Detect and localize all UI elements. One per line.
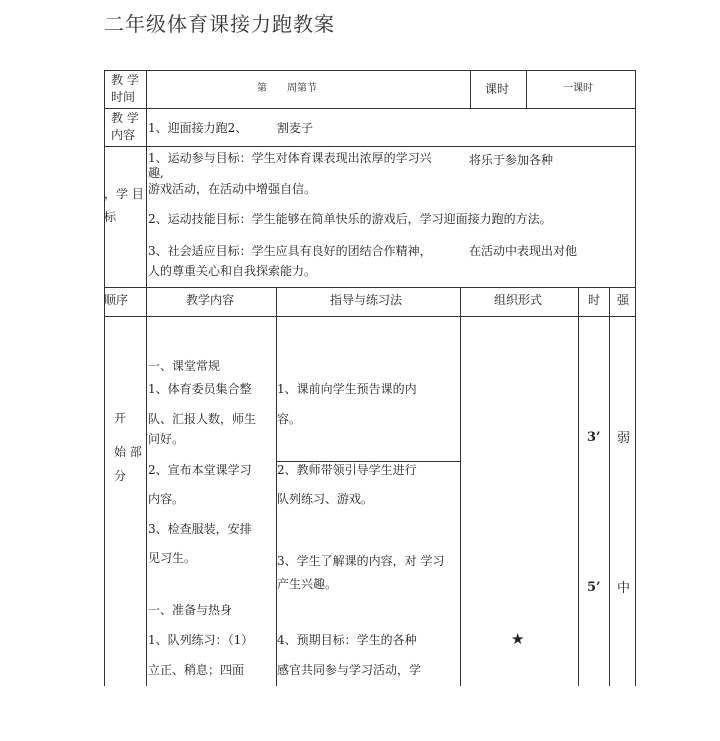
section-name: 始 部 (114, 445, 142, 459)
time-label: 教 学 (111, 73, 139, 87)
section-name: 开 (114, 411, 127, 425)
column-header-order: 顺序 (104, 293, 129, 307)
goal-text: 人的尊重关心和自我探索能力。 (148, 264, 317, 278)
content-line: 1、体育委员集合整 (148, 382, 252, 396)
content-label: 教 学 (111, 111, 139, 125)
method-line: 4、预期目标：学生的各种 (277, 633, 417, 647)
time-label: 时间 (111, 90, 136, 104)
method-line: 1、课前向学生预告课的内 (277, 382, 417, 396)
content-line: 3、检查服装，安排 (148, 522, 252, 536)
section-name: 分 (114, 469, 127, 483)
table-row-divider (104, 287, 635, 288)
table-border-left (104, 70, 105, 686)
intensity-value: 中 (617, 581, 631, 596)
time-value: 5’ (587, 580, 601, 595)
page-title: 二年级体育课接力跑教案 (104, 12, 335, 36)
method-line: 队列练习、游戏。 (277, 492, 374, 506)
goal-text: 2、运动技能目标：学生能够在简单快乐的游戏后，学习迎面接力跑的方法。 (148, 212, 552, 226)
goal-text: 游戏活动，在活动中增强自信。 (148, 182, 317, 196)
content-line: 一、课堂常规 (148, 359, 221, 373)
content-line: 立正、稍息；四面 (148, 663, 245, 677)
method-line: 3、学生了解课的内容，对 学习 (277, 554, 445, 568)
table-col-divider (460, 287, 461, 686)
table-col-divider (276, 287, 277, 686)
table-col-divider (526, 70, 527, 108)
goal-label: ，学 目 (104, 187, 144, 201)
table-col-divider (146, 70, 147, 686)
content-line: 问好。 (148, 432, 185, 446)
content-value: 1、迎面接力跑2、 (148, 121, 248, 135)
content-line: 内容。 (148, 492, 185, 506)
column-header-intensity: 强 (617, 293, 630, 307)
table-col-divider (578, 287, 579, 686)
table-row-divider (104, 146, 635, 147)
period-label: 课时 (485, 82, 510, 96)
content-line: 一、准备与热身 (148, 603, 233, 617)
column-header-content: 教学内容 (186, 293, 235, 307)
content-label: 内容 (111, 128, 136, 142)
period-value: 一课时 (563, 83, 593, 94)
goal-text: 3、社会适应目标：学生应具有良好的团结合作精神， (148, 244, 432, 258)
method-line: 感官共同参与学习活动，学 (277, 663, 422, 677)
goal-text: 1、运动参与目标：学生对体育课表现出浓厚的学习兴 (148, 151, 432, 165)
table-border-top (104, 70, 635, 71)
content-line: 1、队列练习：（1） (148, 633, 254, 647)
column-header-organization: 组织形式 (494, 293, 543, 307)
content-line: 2、宣布本堂课学习 (148, 463, 252, 477)
time-value: 3’ (587, 430, 601, 445)
goal-text: 将乐于参加各种 (469, 153, 554, 167)
table-col-divider (609, 287, 610, 686)
content-line: 见习生。 (148, 551, 197, 565)
goal-text: 趣, (148, 166, 164, 180)
goal-label: 标 (104, 210, 117, 224)
star-icon: ★ (511, 630, 525, 648)
table-row-divider (104, 316, 635, 317)
method-line: 容。 (277, 412, 302, 426)
column-header-method: 指导与练习法 (330, 293, 403, 307)
content-value: 割麦子 (277, 121, 314, 135)
table-col-divider (470, 70, 471, 108)
method-line: 2、教师带领引导学生进行 (277, 463, 417, 477)
intensity-value: 弱 (617, 431, 631, 446)
column-header-time: 时 (588, 293, 601, 307)
method-line: 产生兴趣。 (277, 577, 338, 591)
goal-text: 在活动中表现出对他 (469, 244, 578, 258)
content-line: 队、汇报人数，师生 (148, 412, 257, 426)
time-value: 第 周第节 (257, 83, 317, 94)
table-row-divider (104, 108, 635, 109)
table-border-right (635, 70, 636, 686)
